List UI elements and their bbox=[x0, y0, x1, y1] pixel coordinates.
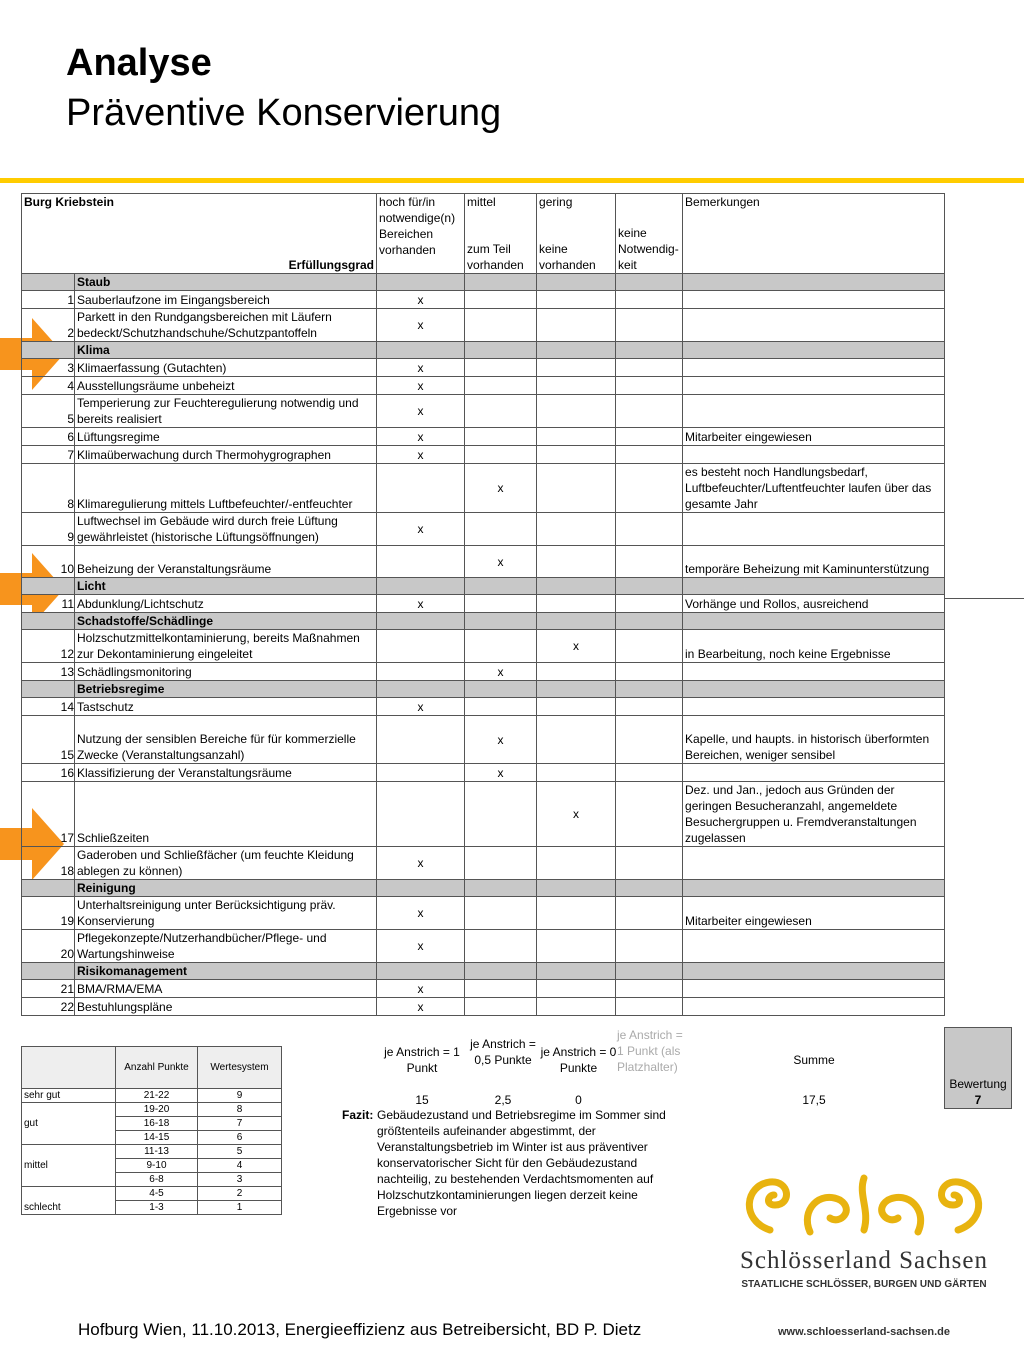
table-row: 2 Parkett in den Rundgangsbereichen mit Läufern bedeckt/Schutzhandschuhe/Schutzpantoffeln x bbox=[22, 309, 945, 342]
table-row: 3 Klimaerfassung (Gutachten) x bbox=[22, 359, 945, 377]
table-row: 15 Nutzung der sensiblen Bereiche für für kommerzielle Zwecke (Veranstaltungsanzahl) x Kapelle, und haupts. in historisch überformten Bereichen, weniger sensibel bbox=[22, 716, 945, 764]
table-row: 6 Lüftungsregime x Mitarbeiter eingewiesen bbox=[22, 428, 945, 446]
section-row: Staub bbox=[22, 274, 945, 291]
table-row: 10 Beheizung der Veranstaltungsräume x temporäre Beheizung mit Kaminunterstützung bbox=[22, 546, 945, 578]
legend-header: Anzahl Punkte Wertesystem bbox=[22, 1047, 282, 1089]
analysis-table bbox=[21, 193, 945, 1016]
legend-table bbox=[21, 1046, 282, 1215]
legend-row: schlecht 4-5 2 bbox=[22, 1187, 282, 1201]
legend-row: gut 19-20 8 bbox=[22, 1103, 282, 1117]
fazit-text: Gebäudezustand und Betriebsregime im Sommer sind größtenteils aufeinander abgestimmt, der Veranstaltungsbetrieb im Winter ist aus präventiver konservatorischer Sicht für den Gebäudezustand nachteilig, zu bestehenden Verdachtsmomenten auf Holzschutzkontaminierungen liegen derzeit keine Ergebnisse vor bbox=[377, 1108, 666, 1218]
table-row: 5 Temperierung zur Feuchteregulierung notwendig und bereits realisiert x bbox=[22, 395, 945, 428]
rating-label: Bewertung bbox=[949, 1077, 1007, 1091]
table-row: 11 Abdunklung/Lichtschutz x Vorhänge und Rollos, ausreichend bbox=[22, 595, 945, 613]
col-gering-sub: keine vorhanden bbox=[539, 242, 596, 272]
legend-row: 6-8 3 bbox=[22, 1173, 282, 1187]
summary-header-4: je Anstrich = 1 Punkt (als Platzhalter) bbox=[617, 1028, 683, 1074]
section-row: Klima bbox=[22, 342, 945, 359]
legend-row: 9-10 4 bbox=[22, 1159, 282, 1173]
logo-tagline: STAATLICHE SCHLÖSSER, BURGEN UND GÄRTEN bbox=[741, 1279, 987, 1290]
logo bbox=[730, 1170, 998, 1340]
accent-rule bbox=[0, 178, 1024, 183]
section-row: Betriebsregime bbox=[22, 681, 945, 698]
table-row: 20 Pflegekonzepte/Nutzerhandbücher/Pflege- und Wartungshinweise x bbox=[22, 930, 945, 963]
table-row: 1 Sauberlaufzone im Eingangsbereich x bbox=[22, 291, 945, 309]
section-row: Reinigung bbox=[22, 880, 945, 897]
footer-text: Hofburg Wien, 11.10.2013, Energieeffizienz aus Betreibersicht, BD P. Dietz bbox=[78, 1320, 642, 1339]
legend-row: 14-15 6 bbox=[22, 1131, 282, 1145]
logo-name: Schlösserland Sachsen bbox=[739, 1247, 989, 1274]
table-row: 14 Tastschutz x bbox=[22, 698, 945, 716]
degree-label: Erfüllungsgrad bbox=[288, 258, 375, 272]
logo-url: www.schloesserland-sachsen.de bbox=[778, 1326, 950, 1338]
table-row: 18 Gaderoben und Schließfächer (um feuchte Kleidung ablegen zu können) x bbox=[22, 847, 945, 880]
legend-row: sehr gut 21-22 9 bbox=[22, 1089, 282, 1103]
site-name: Burg Kriebstein bbox=[24, 195, 115, 209]
table-row: 22 Bestuhlungspläne x bbox=[22, 998, 945, 1016]
legend-row: 16-18 7 bbox=[22, 1117, 282, 1131]
summary-header-1: je Anstrich = 1 Punkt bbox=[384, 1045, 460, 1075]
col-gering: gering bbox=[539, 195, 573, 209]
col-mittel-sub: zum Teil vorhanden bbox=[467, 242, 524, 272]
table-row: 4 Ausstellungsräume unbeheizt x bbox=[22, 377, 945, 395]
slide-title: Analyse bbox=[66, 42, 212, 84]
header-row bbox=[22, 194, 945, 274]
summary-header-3: je Anstrich = 0 Punkte bbox=[540, 1045, 617, 1075]
col-hoch: hoch für/in notwendige(n) Bereichen vorhanden bbox=[377, 194, 465, 274]
col-mittel: mittel bbox=[467, 195, 496, 209]
ornament-icon bbox=[730, 1170, 998, 1240]
rating-value: 7 bbox=[974, 1093, 982, 1107]
divider bbox=[944, 598, 1024, 599]
rating-box bbox=[944, 1027, 1012, 1109]
col-remarks: Bemerkungen bbox=[683, 194, 945, 274]
summary-value-1: 15 bbox=[415, 1093, 429, 1107]
section-row: Schadstoffe/Schädlinge bbox=[22, 613, 945, 630]
table-row: 7 Klimaüberwachung durch Thermohygrographen x bbox=[22, 446, 945, 464]
table-row: 8 Klimaregulierung mittels Luftbefeuchter/-entfeuchter x es besteht noch Handlungsbedarf, Luftbefeuchter/Luftentfeuchter laufen über das gesamte Jahr bbox=[22, 464, 945, 513]
col-keine: keine Notwendig-keit bbox=[616, 194, 683, 274]
slide-subtitle: Präventive Konservierung bbox=[66, 92, 502, 134]
table-row: 13 Schädlingsmonitoring x bbox=[22, 663, 945, 681]
summary-header-2: je Anstrich = 0,5 Punkte bbox=[470, 1037, 536, 1067]
summary-value-3: 0 bbox=[575, 1093, 582, 1107]
table-row: 12 Holzschutzmittelkontaminierung, bereits Maßnahmen zur Dekontaminierung eingeleitet x in Bearbeitung, noch keine Ergebnisse bbox=[22, 630, 945, 663]
table-row: 9 Luftwechsel im Gebäude wird durch freie Lüftung gewährleistet (historische Lüftungsöffnungen) x bbox=[22, 513, 945, 546]
summary-value-2: 2,5 bbox=[494, 1093, 512, 1107]
fazit-label: Fazit: bbox=[342, 1108, 374, 1122]
legend-row: mittel 11-13 5 bbox=[22, 1145, 282, 1159]
section-row: Risikomanagement bbox=[22, 963, 945, 980]
summary-value-5: 17,5 bbox=[802, 1093, 826, 1107]
table-row: 21 BMA/RMA/EMA x bbox=[22, 980, 945, 998]
table-row: 17 Schließzeiten x Dez. und Jan., jedoch aus Gründen der geringen Besucheranzahl, angemeldete Besuchergruppen u. Fremdveranstaltungen zugelassen bbox=[22, 782, 945, 847]
table-row: 19 Unterhaltsreinigung unter Berücksichtigung präv. Konservierung x Mitarbeiter eingewiesen bbox=[22, 897, 945, 930]
table-row: 16 Klassifizierung der Veranstaltungsräume x bbox=[22, 764, 945, 782]
section-row: Licht bbox=[22, 578, 945, 595]
summary-header-5: Summe bbox=[793, 1053, 835, 1067]
legend-row: 1-3 1 bbox=[22, 1201, 282, 1215]
